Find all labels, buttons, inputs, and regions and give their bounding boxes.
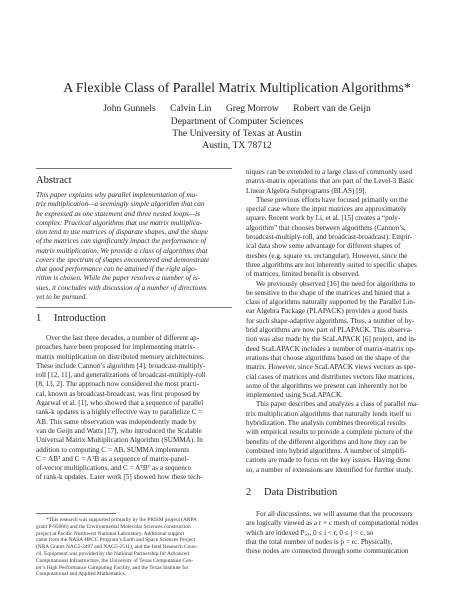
paragraph-line: with empirical results to provide a complete picture of the [246, 428, 413, 437]
paragraph-line: niques can be extended to a large class of commonly used [246, 168, 413, 176]
abstract-line: yet to be pursued. [36, 292, 88, 301]
affiliation [0, 116, 474, 152]
paragraph-line: broadcast-multiply-roll, and broadcast-broadcast). Empir- [246, 233, 413, 242]
paragraph-line: three algorithms are not inherently suited to specific shapes [246, 260, 417, 269]
paragraph-line: proaches have been proposed for implementing matrix- [36, 343, 196, 352]
paragraph-line: square. Recent work by Li, et al. [15] creates a “poly- [246, 214, 401, 223]
paragraph-line: combined into hybrid algorithms. A number of simplifi- [246, 446, 407, 455]
abstract-line: complex: Practical algorithms that use matrix multiplica- [36, 218, 203, 227]
paragraph-line: special case where the input matrices are approximately [246, 205, 407, 214]
author-name: Greg Morrow [225, 103, 279, 114]
paragraph-line: For all discussions, we will assume that the processors [256, 510, 413, 518]
introduction-body [36, 334, 232, 483]
paragraph-line: class of algorithms naturally supported by the Parallel Lin- [246, 298, 416, 307]
abstract-line: covers the spectrum of shapes encountered and demonstrate [36, 255, 210, 264]
abstract-line: sues, it concludes with discussion of a number of directions [36, 283, 207, 292]
abstract-line: rithm is chosen. While the paper resolves a number of is- [36, 274, 201, 283]
section-number: 1 [36, 313, 42, 324]
affiliation-city: Austin, TX 78712 [202, 140, 272, 151]
paragraph-line: be sensitive to the shape of the matrices and hinted that a [246, 288, 410, 297]
abstract-line: trix multiplication—a seemingly simple algorithm that can [36, 200, 205, 209]
paragraph-line: Linear Algebra Subprograms (BLAS) [9]. [246, 186, 367, 195]
paragraph-line: which are indexed Pᵢ,ⱼ, 0 ≤ i < r, 0 ≤ j < c, so [246, 528, 374, 537]
paragraph-line: This paper describes and analyzes a class of parallel ma- [256, 400, 419, 409]
footnote-line: Computational and Applied Mathematics. [36, 571, 127, 578]
paragraph-line: brid algorithms are now part of PLAPACK. This observa- [246, 326, 413, 335]
paragraph-line: ear Algebra Package (PLAPACK) provides a good basis [246, 307, 408, 316]
paragraph-line: C = ABᵀ and C = AᵀB as a sequence of matrix-panel- [36, 454, 189, 463]
paragraph-line: meshes (e.g. square vs. rectangular). However, since the [246, 251, 408, 260]
paragraph-line: van de Geijn and Watts [17], who introduced the Scalable [36, 426, 202, 435]
paragraph-line: that the total number of nodes is p = rc. Physically, [246, 537, 393, 546]
paragraph-line: are logically viewed as a r × c mesh of computational nodes [246, 519, 419, 528]
footnote [36, 517, 236, 578]
paragraph-line: of rank-k updates. Later work [5] showed how these tech- [36, 473, 203, 482]
paragraph-line: We previously observed [16] the need for algorithms to [256, 279, 416, 288]
abstract-line: matrix multiplication. We provide a class of algorithms that [36, 246, 208, 255]
footnote-line: ter’s High Performance Computing Facility, and the Texas Institute for [36, 564, 189, 571]
abstract-heading: Abstract [36, 175, 72, 186]
footnote-line: Computational Infrastructure, the University of Texas Computation Cen- [36, 557, 194, 564]
paragraph-line: some of the algorithms we present can inherently not be [246, 381, 408, 390]
paragraph-line: of matrices, limited benefit is observed. [246, 270, 360, 279]
author-list [0, 103, 474, 115]
section-number: 2 [246, 487, 252, 498]
paragraph-line: deed ScaLAPACK includes a number of matrix-matrix op- [246, 344, 416, 353]
affiliation-university: The University of Texas at Austin [172, 128, 302, 139]
right-column-body [246, 168, 440, 475]
abstract-line: that good performance can be attained if the right algo- [36, 265, 198, 273]
footnote-line: project at Pacific Northwest National Laboratory. Additional support [36, 530, 185, 537]
paragraph-line: benefits of the different algorithms and how they can be [246, 437, 407, 446]
paragraph-line: implemented using ScaLAPACK. [246, 391, 343, 400]
paragraph-line: cations are made to focus on the key issues. Having done [246, 456, 411, 465]
paragraph-line: Over the last three decades, a number of different ap- [46, 334, 200, 342]
footnote-line: grant P-95006) and the Environmental Molecular Sciences construction [36, 523, 191, 530]
footnote-line: cil. Equipment was provided by the National Partnership for Advanced [36, 550, 189, 557]
paragraph-line: roll [12, 11], and generalizations of broadcast-multiply-roll [36, 371, 206, 380]
abstract-line: tion tend to use matrices of disparate shapes, and the shape [36, 228, 208, 236]
section-title: Data Distribution [264, 487, 338, 498]
abstract-body [36, 191, 230, 302]
author-name: Calvin Lin [170, 103, 212, 114]
abstract-line: of the matrices can significantly impact the performance of [36, 237, 207, 246]
paper-title: A Flexible Class of Parallel Matrix Multiplication Algorithms* [63, 80, 411, 95]
paragraph-line: These include Cannon’s algorithm [4], broadcast-multiply- [36, 361, 206, 370]
section-heading-data-distribution [246, 487, 337, 499]
author-name: John Gunnels [103, 103, 156, 114]
footnote-line: *This research was supported primarily by the PRISM project (ARPA [46, 517, 197, 523]
paragraph-line: [8, 13, 2]. The approach now considered the most practi- [36, 380, 200, 389]
paragraph-line: matrix multiplication on distributed memory architectures. [36, 352, 205, 361]
abstract-line: be expressed as one statement and three nested loops—is [36, 209, 200, 218]
paragraph-line: of-vector multiplications, and C = AᵀBᵀ as a sequence [36, 464, 192, 473]
paragraph-line: ical data show some advantage for different shapes of [246, 242, 401, 251]
paragraph-line: tion was also made by the ScaLAPACK [6] project, and in- [246, 335, 417, 344]
paragraph-line: hybridization. The analysis combines theoretical results [246, 419, 406, 428]
paragraph-line: so, a number of extensions are identified for further study. [246, 465, 413, 474]
paragraph-line: cial cases of matrices and distributes vectors like matrices, [246, 372, 415, 381]
footnote-rule [36, 513, 116, 514]
paragraph-line: addition to computing C = AB, SUMMA implements [36, 445, 189, 454]
paragraph-line: algorithm” that chooses between algorithms (Cannon’s, [246, 223, 406, 232]
abstract-line: This paper explains why parallel implementation of ma- [36, 191, 198, 199]
paragraph-line: for such shape-adaptive algorithms. Thus, a number of hy- [246, 316, 415, 325]
footnote-line: came from the NASA HPCC Program’s Earth and Space Sciences Project [36, 537, 195, 544]
paragraph-line: rank-k updates is a highly effective way to parallelize C = [36, 408, 203, 417]
abstract-rule-top [36, 168, 232, 169]
paragraph-line: erations that choose algorithms based on the shape of the [246, 353, 410, 362]
paragraph-line: cal, known as broadcast-broadcast, was first proposed by [36, 389, 200, 398]
paragraph-line: matrix-matrix operations that are part of the Level-3 Basic [246, 177, 415, 186]
data-distribution-body [246, 510, 440, 556]
paragraph-line: matrix. However, since ScaLAPACK views vectors as spe- [246, 363, 416, 372]
paragraph-line: AB. This same observation was independently made by [36, 417, 196, 426]
paragraph-line: These previous efforts have focused primarily on the [256, 195, 408, 204]
footnote-line: (NRA Grants NAG5-2497 and NAG5-2511), and the Intel Research Coun- [36, 544, 198, 551]
paragraph-line: these nodes are connected through some communication [246, 547, 409, 556]
section-title: Introduction [54, 313, 106, 324]
paragraph-line: trix multiplication algorithms that naturally lends itself to [246, 409, 412, 418]
paragraph-line: Agarwal et al. [1], who showed that a sequence of parallel [36, 399, 204, 408]
abstract-rule-bottom [36, 307, 232, 308]
paragraph-line: Universal Matrix Multiplication Algorithm (SUMMA). In [36, 436, 203, 445]
section-heading-introduction [36, 313, 106, 325]
author-name: Robert van de Geijn [293, 103, 371, 114]
affiliation-department: Department of Computer Sciences [170, 116, 304, 127]
